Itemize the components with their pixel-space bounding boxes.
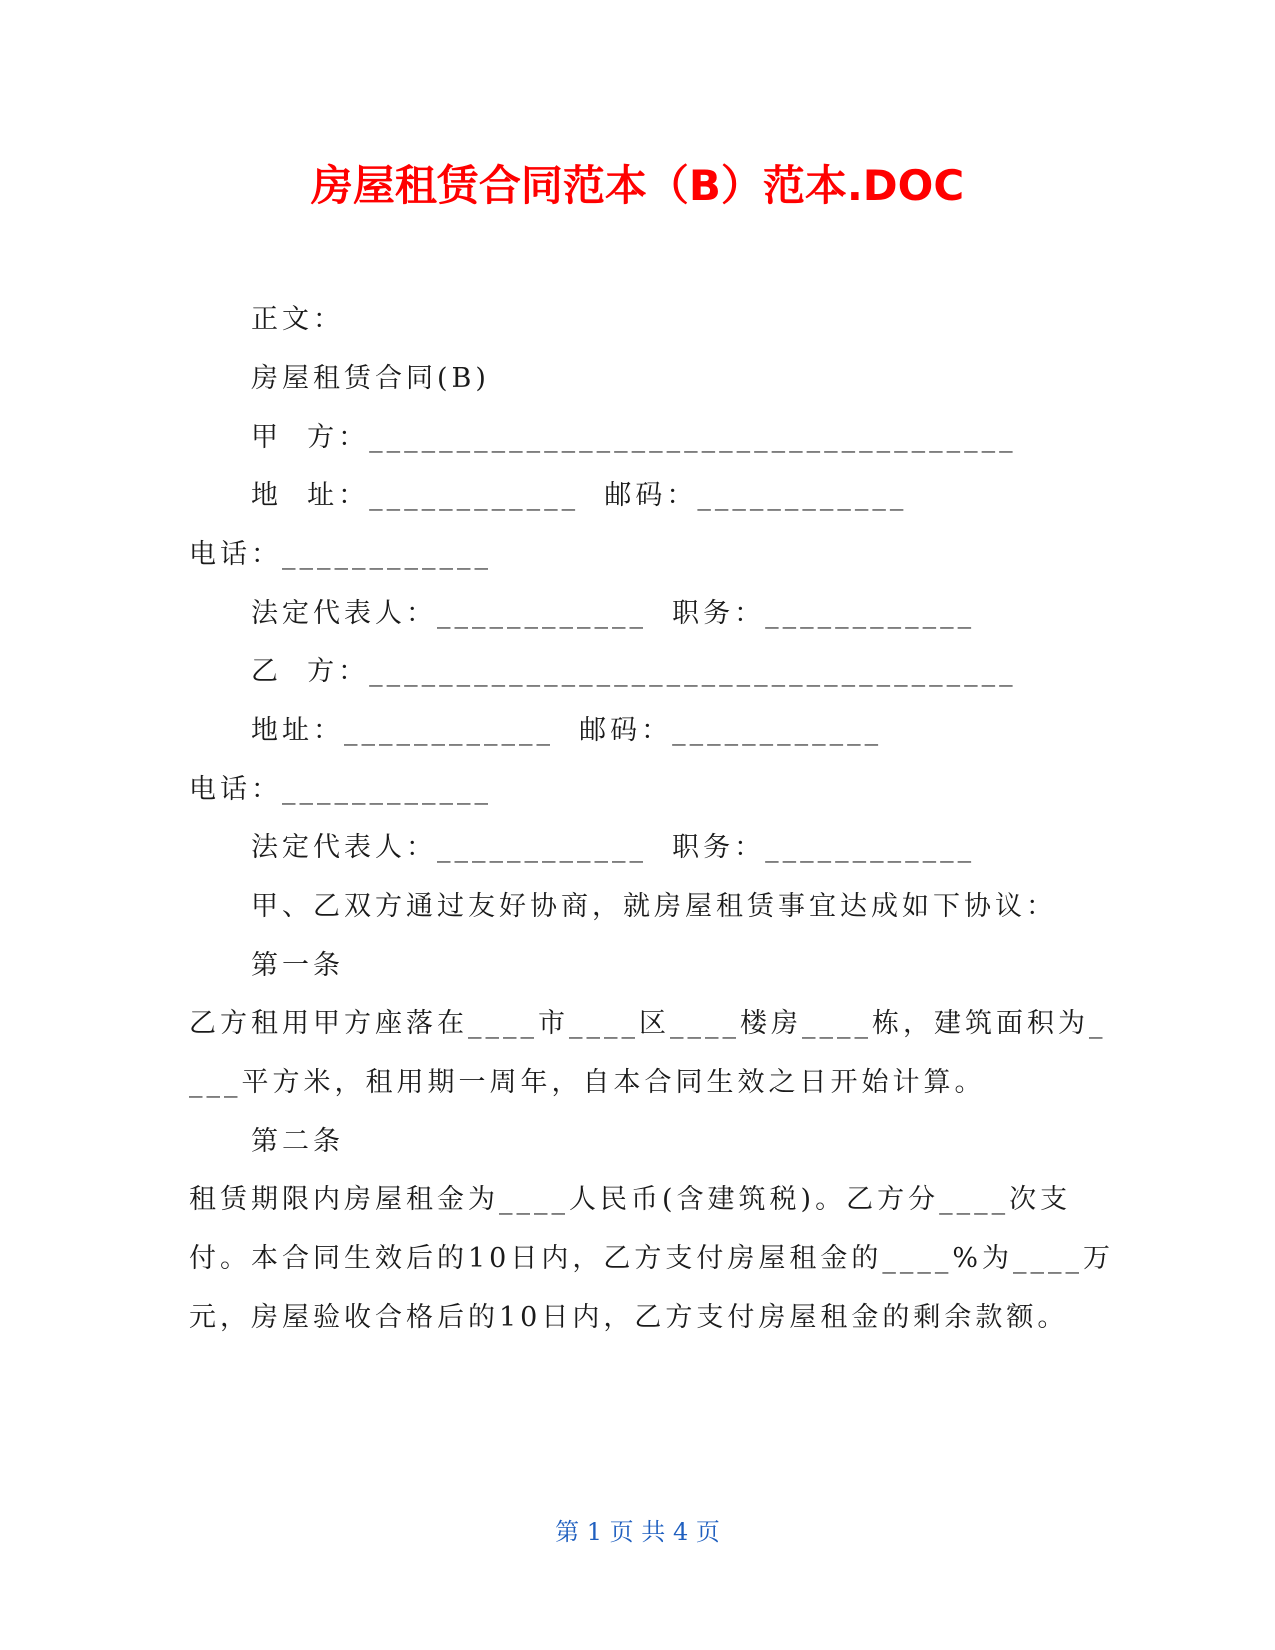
party-a-field: 甲 方：_____________________________________ xyxy=(251,422,1017,453)
article-2-text-line-1: 租赁期限内房屋租金为____人民币(含建筑税)。乙方分____次支 xyxy=(189,1184,1072,1215)
article-2-heading: 第二条 xyxy=(251,1126,344,1157)
party-b-legal-rep: 法定代表人：____________ 职务：____________ xyxy=(251,832,976,863)
party-a-phone: 电话：____________ xyxy=(189,539,492,570)
article-2-text-line-2: 付。本合同生效后的10日内，乙方支付房屋租金的____%为____万 xyxy=(189,1243,1115,1274)
party-b-field: 乙 方：_____________________________________ xyxy=(251,656,1017,687)
party-a-legal-rep: 法定代表人：____________ 职务：____________ xyxy=(251,598,976,629)
article-1-text-line-2: ___平方米，租用期一周年，自本合同生效之日开始计算。 xyxy=(189,1067,986,1098)
article-1-text-line-1: 乙方租用甲方座落在____市____区____楼房____栋，建筑面积为_ xyxy=(189,1008,1107,1039)
contract-name: 房屋租赁合同(B) xyxy=(251,363,490,394)
article-2-text-line-3: 元，房屋验收合格后的10日内，乙方支付房屋租金的剩余款额。 xyxy=(189,1302,1069,1333)
party-a-address-postcode: 地 址：____________ 邮码：____________ xyxy=(251,480,908,511)
agreement-intro: 甲、乙双方通过友好协商，就房屋租赁事宜达成如下协议： xyxy=(251,891,1057,922)
party-b-address-postcode: 地址：____________ 邮码：____________ xyxy=(251,715,883,746)
section-label-body: 正文： xyxy=(251,304,344,335)
party-b-phone: 电话：____________ xyxy=(189,774,492,805)
page-number: 第 1 页 共 4 页 xyxy=(555,1518,720,1546)
article-1-heading: 第一条 xyxy=(251,950,344,981)
document-title: 房屋租赁合同范本（B）范本.DOC xyxy=(310,161,965,210)
